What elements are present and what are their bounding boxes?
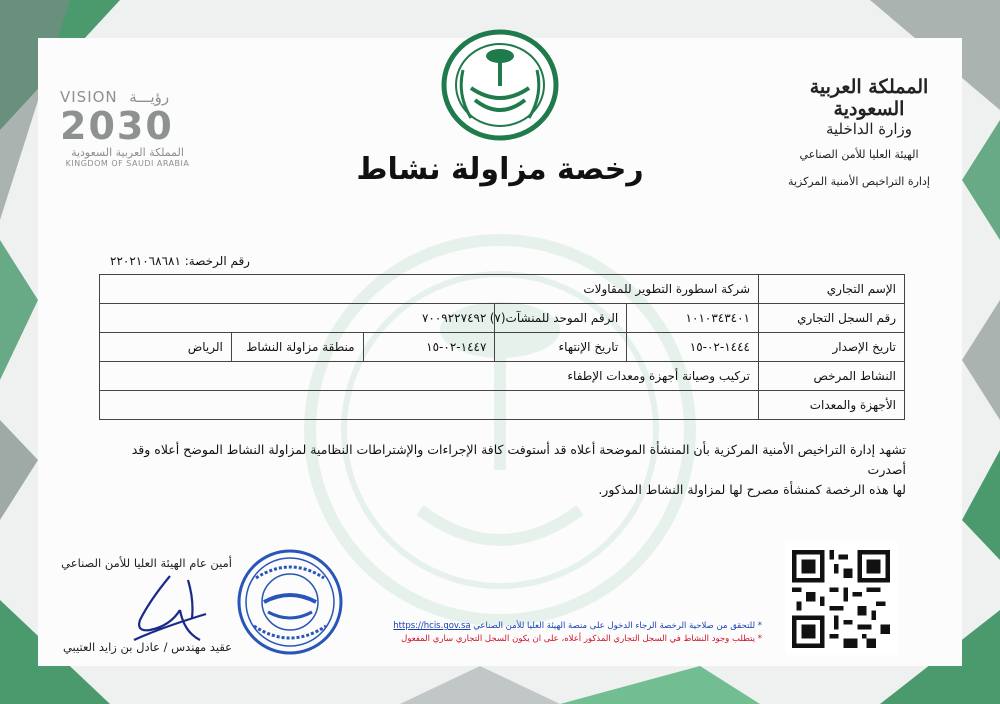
ministry-emblem <box>441 30 559 140</box>
document-title: رخصة مزاولة نشاط <box>356 152 644 187</box>
official-stamp <box>236 548 344 656</box>
trade-name-value: شركة اسطورة التطوير للمقاولات <box>100 275 759 304</box>
table-row <box>100 362 905 391</box>
license-number-value: ٢٢٠٢١٠٦٨٦٨١ <box>110 254 181 268</box>
region-value: الرياض <box>100 333 232 362</box>
vision-2030-logo <box>60 88 210 168</box>
issue-date-value: ١٤٤٤-٠٢-١٥ <box>627 333 759 362</box>
handwritten-signature <box>110 570 220 650</box>
authority-name: الهيئة العليا للأمن الصناعي <box>799 148 919 161</box>
issue-date-label: تاريخ الإصدار <box>759 333 905 362</box>
certification-line-1: تشهد إدارة التراخيص الأمنية المركزية بأن المنشأة الموضحة أعلاه قد أستوفت كافة الإجراءات والإشتراطات النظامية لمزاولة النشاط الموضح أعلاه وقد أصدرت <box>131 442 906 477</box>
hcis-link[interactable]: https://hcis.gov.sa <box>393 621 471 631</box>
licensed-activity-label: النشاط المرخص <box>759 362 905 391</box>
trade-name-label: الإسم التجاري <box>759 275 905 304</box>
region-label: منطقة مزاولة النشاط <box>231 333 363 362</box>
table-row <box>100 391 905 420</box>
license-number-label: رقم الرخصة: <box>184 254 250 268</box>
note-verify-text: * للتحقق من صلاحية الرخصة الرجاء الدخول على منصة الهيئة العليا للأمن الصناعي <box>473 621 762 631</box>
signatory-title: أمين عام الهيئة العليا للأمن الصناعي <box>61 556 232 570</box>
signatory-name: عقيد مهندس / عادل بن زايد العتيبي <box>62 640 232 654</box>
certification-line-2: لها هذه الرخصة كمنشأة مصرح لها لمزاولة النشاط المذكور. <box>598 482 906 497</box>
qr-code-icon <box>792 550 890 648</box>
table-row <box>100 333 905 362</box>
ministry-name: وزارة الداخلية <box>825 120 913 138</box>
table-row <box>100 275 905 304</box>
verification-notes <box>370 620 762 646</box>
vision-en: VISION <box>60 88 118 106</box>
note-verify <box>370 620 762 633</box>
license-details-table <box>99 274 905 420</box>
note-requirement: * يتطلب وجود النشاط في السجل التجاري المذكور أعلاه، على ان يكون السجل التجاري ساري المفعول <box>401 634 762 644</box>
vision-year: 2030 <box>60 104 174 148</box>
certification-text <box>100 440 906 500</box>
expiry-date-label: تاريخ الإنتهاء <box>495 333 627 362</box>
license-number <box>110 254 250 268</box>
licensed-activity-value: تركيب وصيانة أجهزة ومعدات الإطفاء <box>100 362 759 391</box>
vision-ar: رؤيـــة <box>129 88 170 106</box>
cr-number-value: ١٠١٠٣٤٣٤٠١ <box>627 304 759 333</box>
unified-number-label: الرقم الموحد للمنشآت(٧) <box>495 304 627 333</box>
vision-kingdom-en: KINGDOM OF SAUDI ARABIA <box>65 159 190 168</box>
equipment-label: الأجهزة والمعدات <box>759 391 905 420</box>
department-name: إدارة التراخيص الأمنية المركزية <box>788 175 930 188</box>
cr-number-label: رقم السجل التجاري <box>759 304 905 333</box>
table-row <box>100 304 905 333</box>
vision-kingdom-ar: المملكة العربية السعودية <box>71 146 184 159</box>
ministry-header <box>744 76 944 188</box>
equipment-value <box>100 391 759 420</box>
unified-number-value: ٧٠٠٩٢٢٧٤٩٢ <box>100 304 495 333</box>
verification-qr-code[interactable] <box>785 543 897 655</box>
kingdom-name: المملكة العربية السعودية <box>809 76 929 120</box>
expiry-date-value: ١٤٤٧-٠٢-١٥ <box>363 333 495 362</box>
